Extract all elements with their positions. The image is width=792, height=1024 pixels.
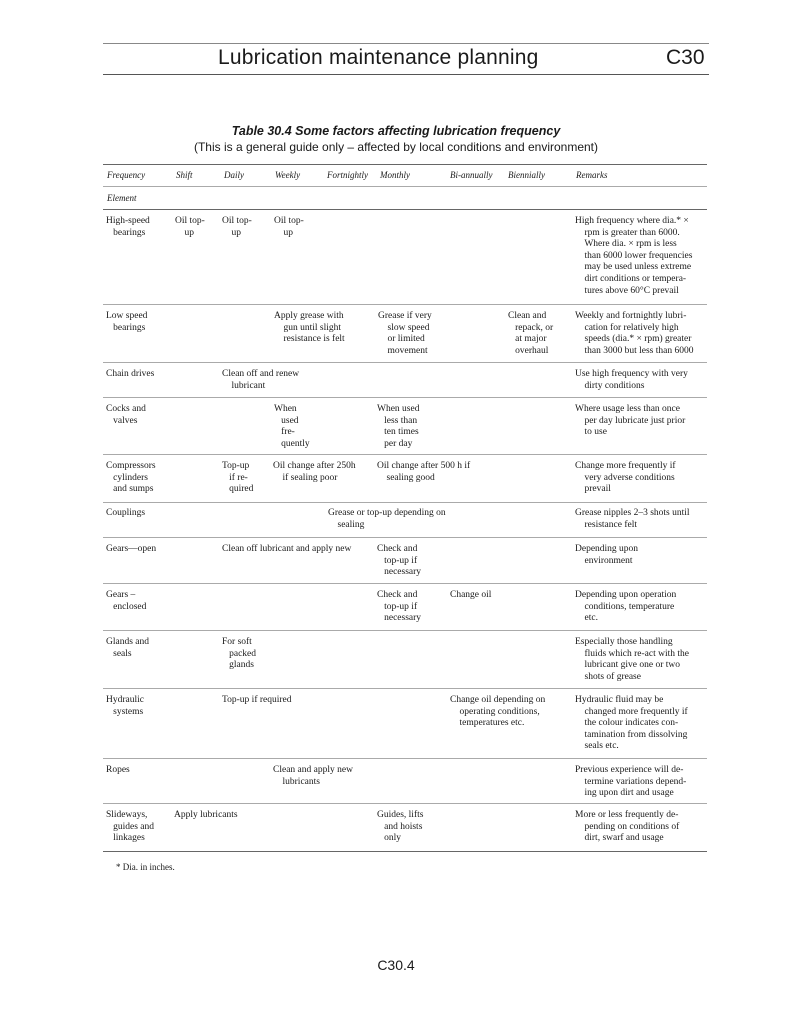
row-chain-drives-daily: Clean off and renew lubricant [222,369,300,391]
row-gears-enclosed-remarks: Depending upon operation conditions, temperature etc. [575,590,677,624]
row-high-speed-bearings-weekly: Oil top- up [274,216,304,238]
col-header-element: Element [107,193,137,203]
row-cocks-valves-weekly: When used fre- quently [274,404,310,449]
col-header-daily: Daily [224,170,244,180]
row-divider [103,502,707,503]
row-chain-drives-element: Chain drives [106,369,155,379]
row-low-speed-bearings-element: Low speed bearings [106,311,148,333]
col-header-weekly: Weekly [275,170,301,180]
row-ropes-element: Ropes [106,765,130,775]
table-footnote: * Dia. in inches. [116,862,175,872]
row-gears-enclosed-biannually: Change oil [450,590,492,600]
table-rule-header [103,186,707,187]
header-bottom-rule [103,74,709,75]
row-divider [103,630,707,631]
row-gears-enclosed-element: Gears – enclosed [106,590,147,612]
row-high-speed-bearings-shift: Oil top- up [175,216,205,238]
row-gears-open-monthly: Check and top-up if necessary [377,544,422,578]
row-gears-open-remarks: Depending upon environment [575,544,639,566]
row-divider [103,454,707,455]
row-divider [103,688,707,689]
table-title: Table 30.4 Some factors affecting lubrication frequency [231,124,561,138]
col-header-biannually: Bi-annually [450,170,493,180]
header-top-rule [103,43,709,44]
row-high-speed-bearings-remarks: High frequency where dia.* × rpm is greater than 6000. Where dia. × rpm is less than 6000 lower frequencies may be used unless extreme dirt conditions or tempera- tures above 60°C prevail [575,216,693,296]
col-header-frequency: Frequency [107,170,146,180]
row-high-speed-bearings-element: High-speed bearings [106,216,150,238]
row-glands-seals-remarks: Especially those handling fluids which re-act with the lubricant give one or two shots of grease [575,637,689,682]
row-low-speed-bearings-remarks: Weekly and fortnightly lubri- cation for relatively high speeds (dia.* × rpm) greater than 3000 but less than 6000 [575,311,694,356]
row-hydraulic-element: Hydraulic systems [106,695,144,717]
row-low-speed-bearings-monthly: Grease if very slow speed or limited movement [378,311,432,356]
row-divider [103,583,707,584]
row-low-speed-bearings-weekly: Apply grease with gun until slight resistance is felt [274,311,345,345]
row-cocks-valves-monthly: When used less than ten times per day [377,404,420,449]
row-slideways-shift: Apply lubricants [174,810,238,820]
row-chain-drives-remarks: Use high frequency with very dirty conditions [575,369,688,391]
row-compressors-weekly: Oil change after 250h if sealing poor [273,461,356,483]
row-cocks-valves-element: Cocks and valves [106,404,146,426]
table-rule-bottom [103,851,707,852]
row-glands-seals-daily: For soft packed glands [222,637,257,671]
row-gears-open-element: Gears—open [106,544,157,554]
page-number: C30.4 [377,957,415,973]
row-divider [103,758,707,759]
row-hydraulic-remarks: Hydraulic fluid may be changed more frequently if the colour indicates con- tamination from dissolving seals etc. [575,695,688,752]
row-hydraulic-biannually: Change oil depending on operating conditions, temperatures etc. [450,695,546,729]
table-subtitle: (This is a general guide only – affected by local conditions and environment) [193,140,598,154]
row-divider [103,304,707,305]
col-header-fortnightly: Fortnightly [327,170,368,180]
row-ropes-remarks: Previous experience will de- termine variations depend- ing upon dirt and usage [575,765,687,799]
row-divider [103,362,707,363]
col-header-shift: Shift [176,170,193,180]
col-header-monthly: Monthly [380,170,410,180]
page-title: Lubrication maintenance planning [218,46,539,69]
row-slideways-remarks: More or less frequently de- pending on conditions of dirt, swarf and usage [575,810,680,844]
row-couplings-remarks: Grease nipples 2–3 shots until resistance felt [575,508,690,530]
section-code: C30 [666,46,705,69]
row-compressors-remarks: Change more frequently if very adverse conditions prevail [575,461,676,495]
row-low-speed-bearings-biennially: Clean and repack, or at major overhaul [508,311,554,356]
table-rule-top [103,164,707,165]
row-compressors-monthly: Oil change after 500 h if sealing good [377,461,471,483]
row-high-speed-bearings-daily: Oil top- up [222,216,252,238]
row-couplings-element: Couplings [106,508,146,518]
row-gears-enclosed-monthly: Check and top-up if necessary [377,590,422,624]
row-glands-seals-element: Glands and seals [106,637,150,659]
row-divider [103,397,707,398]
row-compressors-daily: Top-up if re- quired [222,461,254,495]
row-gears-open-daily: Clean off lubricant and apply new [222,544,352,554]
row-divider [103,803,707,804]
row-slideways-element: Slideways, guides and linkages [106,810,155,844]
row-ropes-weekly: Clean and apply new lubricants [273,765,353,787]
row-divider [103,537,707,538]
row-hydraulic-daily: Top-up if required [222,695,292,705]
row-compressors-element: Compressors cylinders and sumps [106,461,156,495]
col-header-remarks: Remarks [576,170,608,180]
row-slideways-monthly: Guides, lifts and hoists only [377,810,424,844]
row-couplings-fortnightly: Grease or top-up depending on sealing [328,508,446,530]
row-cocks-valves-remarks: Where usage less than once per day lubricate just prior to use [575,404,686,438]
table-rule-element [103,209,707,210]
col-header-biennially: Biennially [508,170,545,180]
